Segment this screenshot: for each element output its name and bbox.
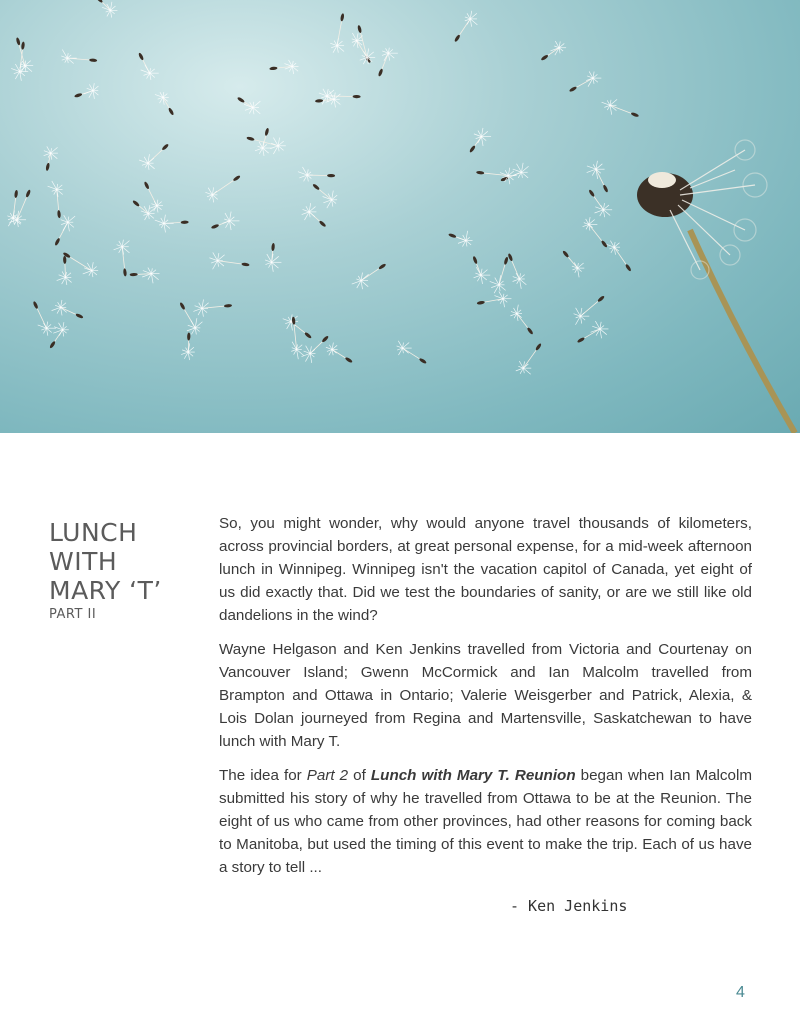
seed — [54, 215, 75, 246]
article-subtitle: PART II — [49, 607, 97, 622]
seed — [132, 200, 156, 220]
seed — [181, 332, 195, 360]
seed — [588, 189, 612, 217]
seed — [114, 240, 130, 277]
seed — [193, 299, 232, 316]
article-body — [219, 512, 752, 890]
seed — [602, 99, 640, 117]
seed — [143, 181, 163, 212]
paragraph-3-italic: Part 2 — [306, 767, 349, 784]
seed — [326, 343, 353, 364]
seed — [62, 252, 98, 277]
paragraph-3 — [219, 764, 752, 879]
paragraph-3-text-a: The idea for — [219, 767, 307, 784]
seed — [74, 83, 99, 99]
seed — [57, 256, 72, 285]
seed — [507, 253, 526, 289]
seed — [540, 41, 566, 61]
seed — [179, 302, 202, 335]
seed — [155, 92, 175, 116]
dandelion-illustration — [0, 0, 800, 433]
paragraph-3-text-b: of — [348, 767, 371, 784]
floating-seeds — [7, 0, 639, 374]
page-number: 4 — [736, 984, 745, 1001]
seed — [269, 60, 298, 74]
seed — [291, 317, 303, 360]
seed — [378, 48, 398, 77]
seed — [574, 295, 606, 325]
seed — [605, 241, 632, 272]
seed — [397, 341, 428, 365]
seed — [583, 217, 608, 248]
dandelion-stem — [690, 230, 795, 433]
paragraph-1: So, you might wonder, why would anyone travel thousands of kilometers, across provincial borders, at great personal expense, for a mid-week afternoon lunch in Winnipeg. Winnipeg isn't the vacation capitol of Canada, yet eight of us did exactly that. Did we test the boundaries of sanity, or are we still like old dandelions in the wind? — [219, 515, 752, 624]
seed — [476, 168, 517, 185]
seed — [10, 189, 32, 227]
seed — [587, 161, 609, 193]
paragraph-2: Wayne Helgason and Ken Jenkins travelled from Victoria and Courtenay on Vancouver Island; Gwenn McCormick and Ian Malcolm travelled from Brampton and Ottawa in Ontario; Valerie Weisgerber and Patrick, Alexia, & Lois Dolan journeyed from Regina and Martensville, Saskatchewan to have lunch with Mary T. — [219, 641, 752, 750]
seed — [298, 167, 335, 182]
title-line-1: LUNCH — [49, 518, 138, 547]
seed — [330, 13, 344, 53]
seed — [205, 175, 240, 203]
seed — [265, 243, 281, 272]
seed — [95, 0, 117, 18]
author-signature: - Ken Jenkins — [510, 897, 628, 915]
seed — [472, 256, 490, 284]
seed — [516, 343, 542, 375]
seed — [500, 163, 528, 182]
seed — [155, 215, 189, 233]
seed — [49, 322, 69, 349]
seed — [454, 11, 478, 43]
title-line-3: MARY ‘T’ — [49, 576, 162, 605]
seed — [237, 96, 261, 114]
seed — [209, 252, 249, 269]
seed — [130, 268, 160, 284]
seed — [52, 300, 84, 319]
hero-image — [0, 0, 800, 433]
seed — [138, 52, 159, 80]
seed — [319, 89, 361, 105]
article-title — [49, 518, 199, 622]
seed — [477, 291, 512, 307]
seed — [490, 257, 509, 294]
seed — [562, 250, 584, 277]
seed — [44, 146, 58, 171]
seed — [302, 335, 330, 363]
seed — [352, 263, 387, 289]
seed — [510, 305, 533, 335]
seed — [211, 212, 240, 231]
seed — [569, 71, 602, 92]
seed — [48, 181, 63, 218]
seed — [302, 203, 327, 228]
seed — [32, 301, 56, 336]
seed — [139, 143, 169, 170]
seed — [283, 314, 312, 339]
title-line-2: WITH — [49, 547, 118, 576]
paragraph-3-text-c: began when Ian Malcolm submitted his story of why he travelled from Ottawa to be at the Reunion. The eight of us who came from other provinces, had other reasons for coming back to Manitoba, but used the timing of this event to make the trip. Each of us have a story to tell ... — [219, 767, 753, 876]
seed — [61, 49, 97, 63]
seed — [312, 183, 337, 208]
paragraph-3-bold-title: Lunch with Mary T. Reunion — [370, 767, 576, 784]
seed — [469, 128, 491, 153]
seed — [577, 321, 609, 343]
seed — [448, 231, 472, 247]
